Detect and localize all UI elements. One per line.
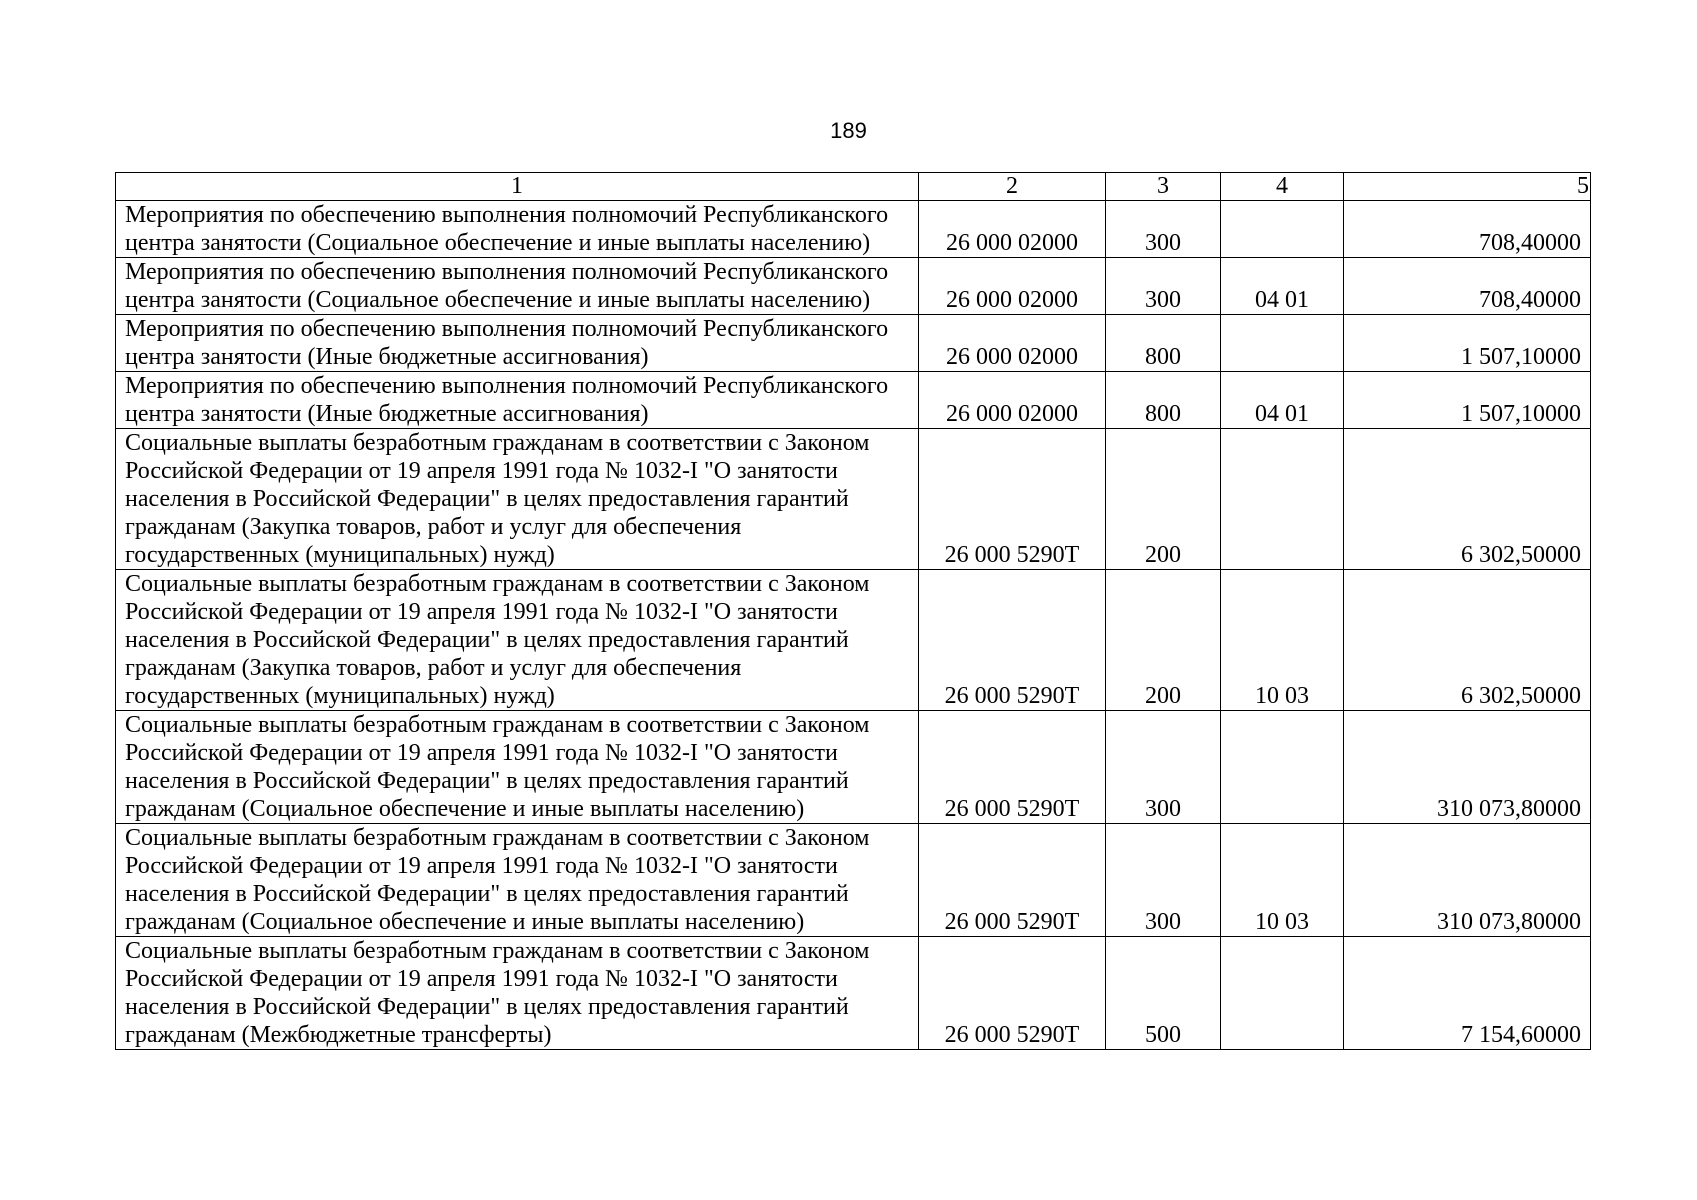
row-description: Социальные выплаты безработным гражданам в соответствии с Законом Российской Федерации от 19 апреля 1991 года № 1032-I "О занятости населения в Российской Федерации" в целях предоставления гарантий гражданам (Закупка товаров, работ и услуг для обеспечения государственных (муниципальных) нужд) [116,429,919,570]
row-section: 04 01 [1221,258,1344,315]
row-section [1221,201,1344,258]
header-row [116,173,1591,201]
row-amount: 6 302,50000 [1344,429,1591,570]
row-amount: 7 154,60000 [1344,937,1591,1050]
row-expense-type: 300 [1106,258,1221,315]
row-target-code: 26 000 02000 [919,201,1106,258]
row-target-code: 26 000 5290Т [919,429,1106,570]
table-row [116,824,1591,937]
row-description: Мероприятия по обеспечению выполнения полномочий Республиканского центра занятости (Социальное обеспечение и иные выплаты населению) [116,201,919,258]
row-amount: 1 507,10000 [1344,315,1591,372]
row-description: Социальные выплаты безработным гражданам в соответствии с Законом Российской Федерации от 19 апреля 1991 года № 1032-I "О занятости населения в Российской Федерации" в целях предоставления гарантий гражданам (Закупка товаров, работ и услуг для обеспечения государственных (муниципальных) нужд) [116,570,919,711]
row-section [1221,429,1344,570]
row-description: Социальные выплаты безработным гражданам в соответствии с Законом Российской Федерации от 19 апреля 1991 года № 1032-I "О занятости населения в Российской Федерации" в целях предоставления гарантий гражданам (Социальное обеспечение и иные выплаты населению) [116,711,919,824]
row-amount: 6 302,50000 [1344,570,1591,711]
row-expense-type: 300 [1106,711,1221,824]
header-col-3: 3 [1106,173,1221,201]
table-row [116,372,1591,429]
table-row [116,258,1591,315]
row-section [1221,937,1344,1050]
row-expense-type: 300 [1106,824,1221,937]
row-description: Мероприятия по обеспечению выполнения полномочий Республиканского центра занятости (Социальное обеспечение и иные выплаты населению) [116,258,919,315]
table-row [116,315,1591,372]
row-description: Мероприятия по обеспечению выполнения полномочий Республиканского центра занятости (Иные бюджетные ассигнования) [116,315,919,372]
row-amount: 708,40000 [1344,258,1591,315]
row-section [1221,711,1344,824]
budget-table [115,172,1591,1050]
row-section: 10 03 [1221,824,1344,937]
row-target-code: 26 000 5290Т [919,824,1106,937]
row-expense-type: 200 [1106,429,1221,570]
row-expense-type: 500 [1106,937,1221,1050]
header-col-1: 1 [116,173,919,201]
row-description: Социальные выплаты безработным гражданам в соответствии с Законом Российской Федерации от 19 апреля 1991 года № 1032-I "О занятости населения в Российской Федерации" в целях предоставления гарантий гражданам (Социальное обеспечение и иные выплаты населению) [116,824,919,937]
row-amount: 708,40000 [1344,201,1591,258]
table-row [116,937,1591,1050]
row-expense-type: 800 [1106,315,1221,372]
row-target-code: 26 000 5290Т [919,937,1106,1050]
page-number: 189 [830,118,867,143]
row-section [1221,315,1344,372]
row-amount: 310 073,80000 [1344,824,1591,937]
row-expense-type: 800 [1106,372,1221,429]
header-col-4: 4 [1221,173,1344,201]
row-target-code: 26 000 5290Т [919,570,1106,711]
table-row [116,429,1591,570]
row-target-code: 26 000 02000 [919,372,1106,429]
header-col-5: 5 [1344,173,1591,201]
table-row [116,201,1591,258]
row-section: 10 03 [1221,570,1344,711]
row-description: Социальные выплаты безработным гражданам в соответствии с Законом Российской Федерации от 19 апреля 1991 года № 1032-I "О занятости населения в Российской Федерации" в целях предоставления гарантий гражданам (Межбюджетные трансферты) [116,937,919,1050]
row-amount: 310 073,80000 [1344,711,1591,824]
table-row [116,711,1591,824]
row-target-code: 26 000 02000 [919,258,1106,315]
row-expense-type: 300 [1106,201,1221,258]
row-expense-type: 200 [1106,570,1221,711]
row-section: 04 01 [1221,372,1344,429]
row-target-code: 26 000 02000 [919,315,1106,372]
header-col-2: 2 [919,173,1106,201]
row-target-code: 26 000 5290Т [919,711,1106,824]
row-amount: 1 507,10000 [1344,372,1591,429]
row-description: Мероприятия по обеспечению выполнения полномочий Республиканского центра занятости (Иные бюджетные ассигнования) [116,372,919,429]
table-row [116,570,1591,711]
